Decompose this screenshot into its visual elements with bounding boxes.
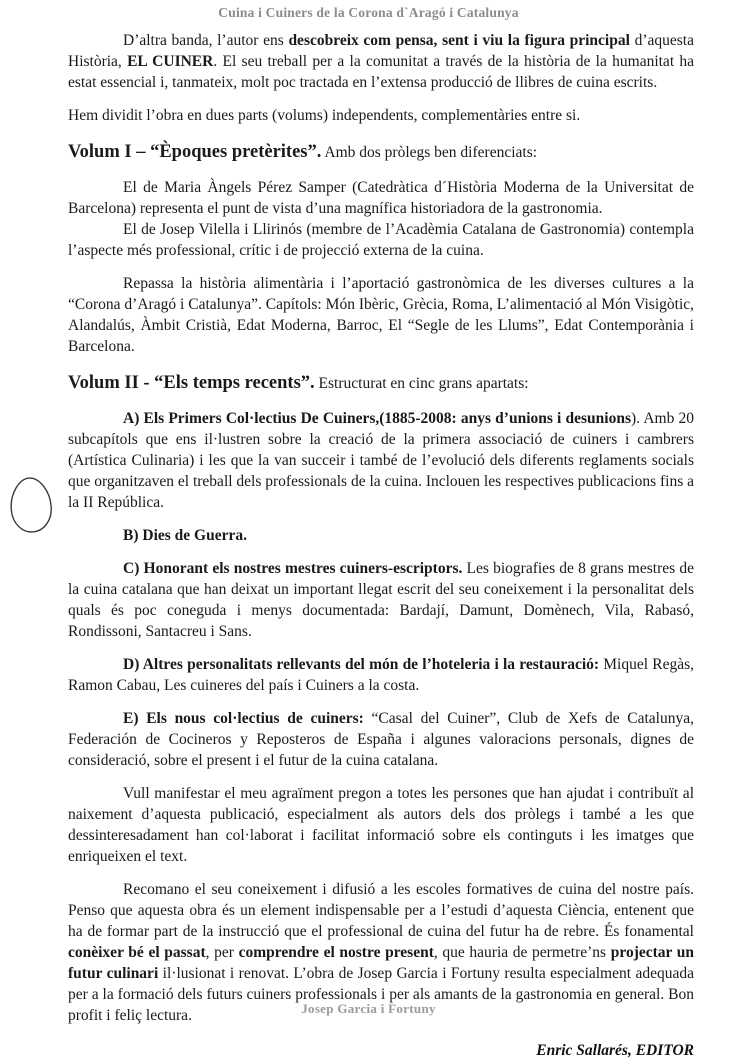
heading-volume-1: Volum I – “Èpoques pretèrites”. Amb dos pròlegs ben diferenciats: — [68, 142, 538, 162]
running-footer-author: Josep Garcia i Fortuny — [301, 1001, 436, 1016]
paragraph-acknowledgements: Vull manifestar el meu agraïment pregon a totes les persones que han ajudat i contribuït al naixement d’aquesta publicació, especialment als autors dels dos pròlegs i també a les que dessinteresadament han col·laborat i facilitat informació sobre els continguts i les imatges que enriqueixen el text. — [68, 785, 694, 865]
running-header-title: Cuina i Cuiners de la Corona d`Aragó i Catalunya — [218, 5, 519, 20]
paragraph-section-b: B) Dies de Guerra. — [123, 527, 247, 544]
paragraph-section-c: C) Honorant els nostres mestres cuiners-escriptors. Les biografies de 8 grans mestres de la cuina catalana que han deixat un important llegat escrit del seu coneixement i la personalitat dels quals és poc coneguda i menys documentada: Bardají, Damunt, Domènech, Vila, Rabasó, Rondissoni, Santacreu i Sans. — [68, 560, 694, 640]
paragraph-section-e: E) Els nous col·lectius de cuiners: “Casal del Cuiner”, Club de Xefs de Catalunya, Federación de Cocineros y Reposteros de España i algunes valoracions personals, dignes de consideració, sobre el present i el futur de la cuina catalana. — [68, 710, 694, 769]
page-body — [68, 30, 694, 1061]
paragraph-intro: D’altra banda, l’autor ens descobreix com pensa, sent i viu la figura principal d’aquesta Història, EL CUINER. El seu treball per a la comunitat a través de la història de la humanitat ha estat essencial i, tanmateix, molt poc tractada en l’extensa producció de llibres de cuina escrits. — [68, 32, 695, 91]
heading-volume-2: Volum II - “Els temps recents”. Estructurat en cinc grans apartats: — [68, 373, 529, 393]
egg-doodle-icon — [6, 474, 56, 535]
paragraph-division: Hem dividit l’obra en dues parts (volums) independents, complementàries entre si. — [68, 107, 581, 124]
paragraph-section-d: D) Altres personalitats rellevants del món de l’hoteleria i la restauració: Miquel Regàs, Ramon Cabau, Les cuineres del país i Cuiners a la costa. — [68, 656, 694, 694]
paragraph-recommendation: Recomano el seu coneixement i difusió a les escoles formatives de cuina del nostre país. Penso que aquesta obra és un element indispensable per a l’estudi d’aquesta Ciència, entenent que ha de formar part de la instrucció que el professional de cuina del futur ha de rebre. És fonamental conèixer bé el passat, per comprendre el nostre present, que hauria de permetre’ns projectar un futur culinari il·lusionat i renovat. L’obra de Josep Garcia i Fortuny resulta especialment adequada per a la formació dels futurs cuiners professionals i per als amants de la gastronomia en general. Bon profit i feliç lectura. — [68, 881, 695, 1024]
paragraph-section-a: A) Els Primers Col·lectius De Cuiners,(1885-2008: anys d’unions i desunions). Amb 20 subcapítols que ens il·lustren sobre la creació de la primera associació de cuiners i cambrers (Artística Culinaria) i les que la van succeir i també de l’evolució dels diferents reglaments socials que organitzaven el treball dels professionals de la cuina. Inclouen les respectives publicacions fins a la II República. — [68, 410, 694, 511]
paragraph-volume1-summary: Repassa la història alimentària i l’aportació gastronòmica de les diverses cultures a la “Corona d’Aragó i Catalunya”. Capítols: Món Ibèric, Grècia, Roma, L’alimentació al Món Visigòtic, Alandalús, Àmbit Cristià, Edat Moderna, Barroc, El “Segle de les Llums”, Edat Contemporània i Barcelona. — [68, 275, 694, 355]
paragraph-prologue-1: El de Maria Àngels Pérez Samper (Catedràtica d´Història Moderna de la Universitat de Barcelona) representa el punt de vista d’una magnífica historiadora de la gastronomia. — [68, 179, 694, 217]
editor-signature: Enric Sallarés, EDITOR — [536, 1042, 694, 1059]
paragraph-prologue-2: El de Josep Vilella i Llirinós (membre de l’Acadèmia Catalana de Gastronomia) contempla l’aspecte més professional, crític i de projecció externa de la cuina. — [68, 221, 694, 259]
